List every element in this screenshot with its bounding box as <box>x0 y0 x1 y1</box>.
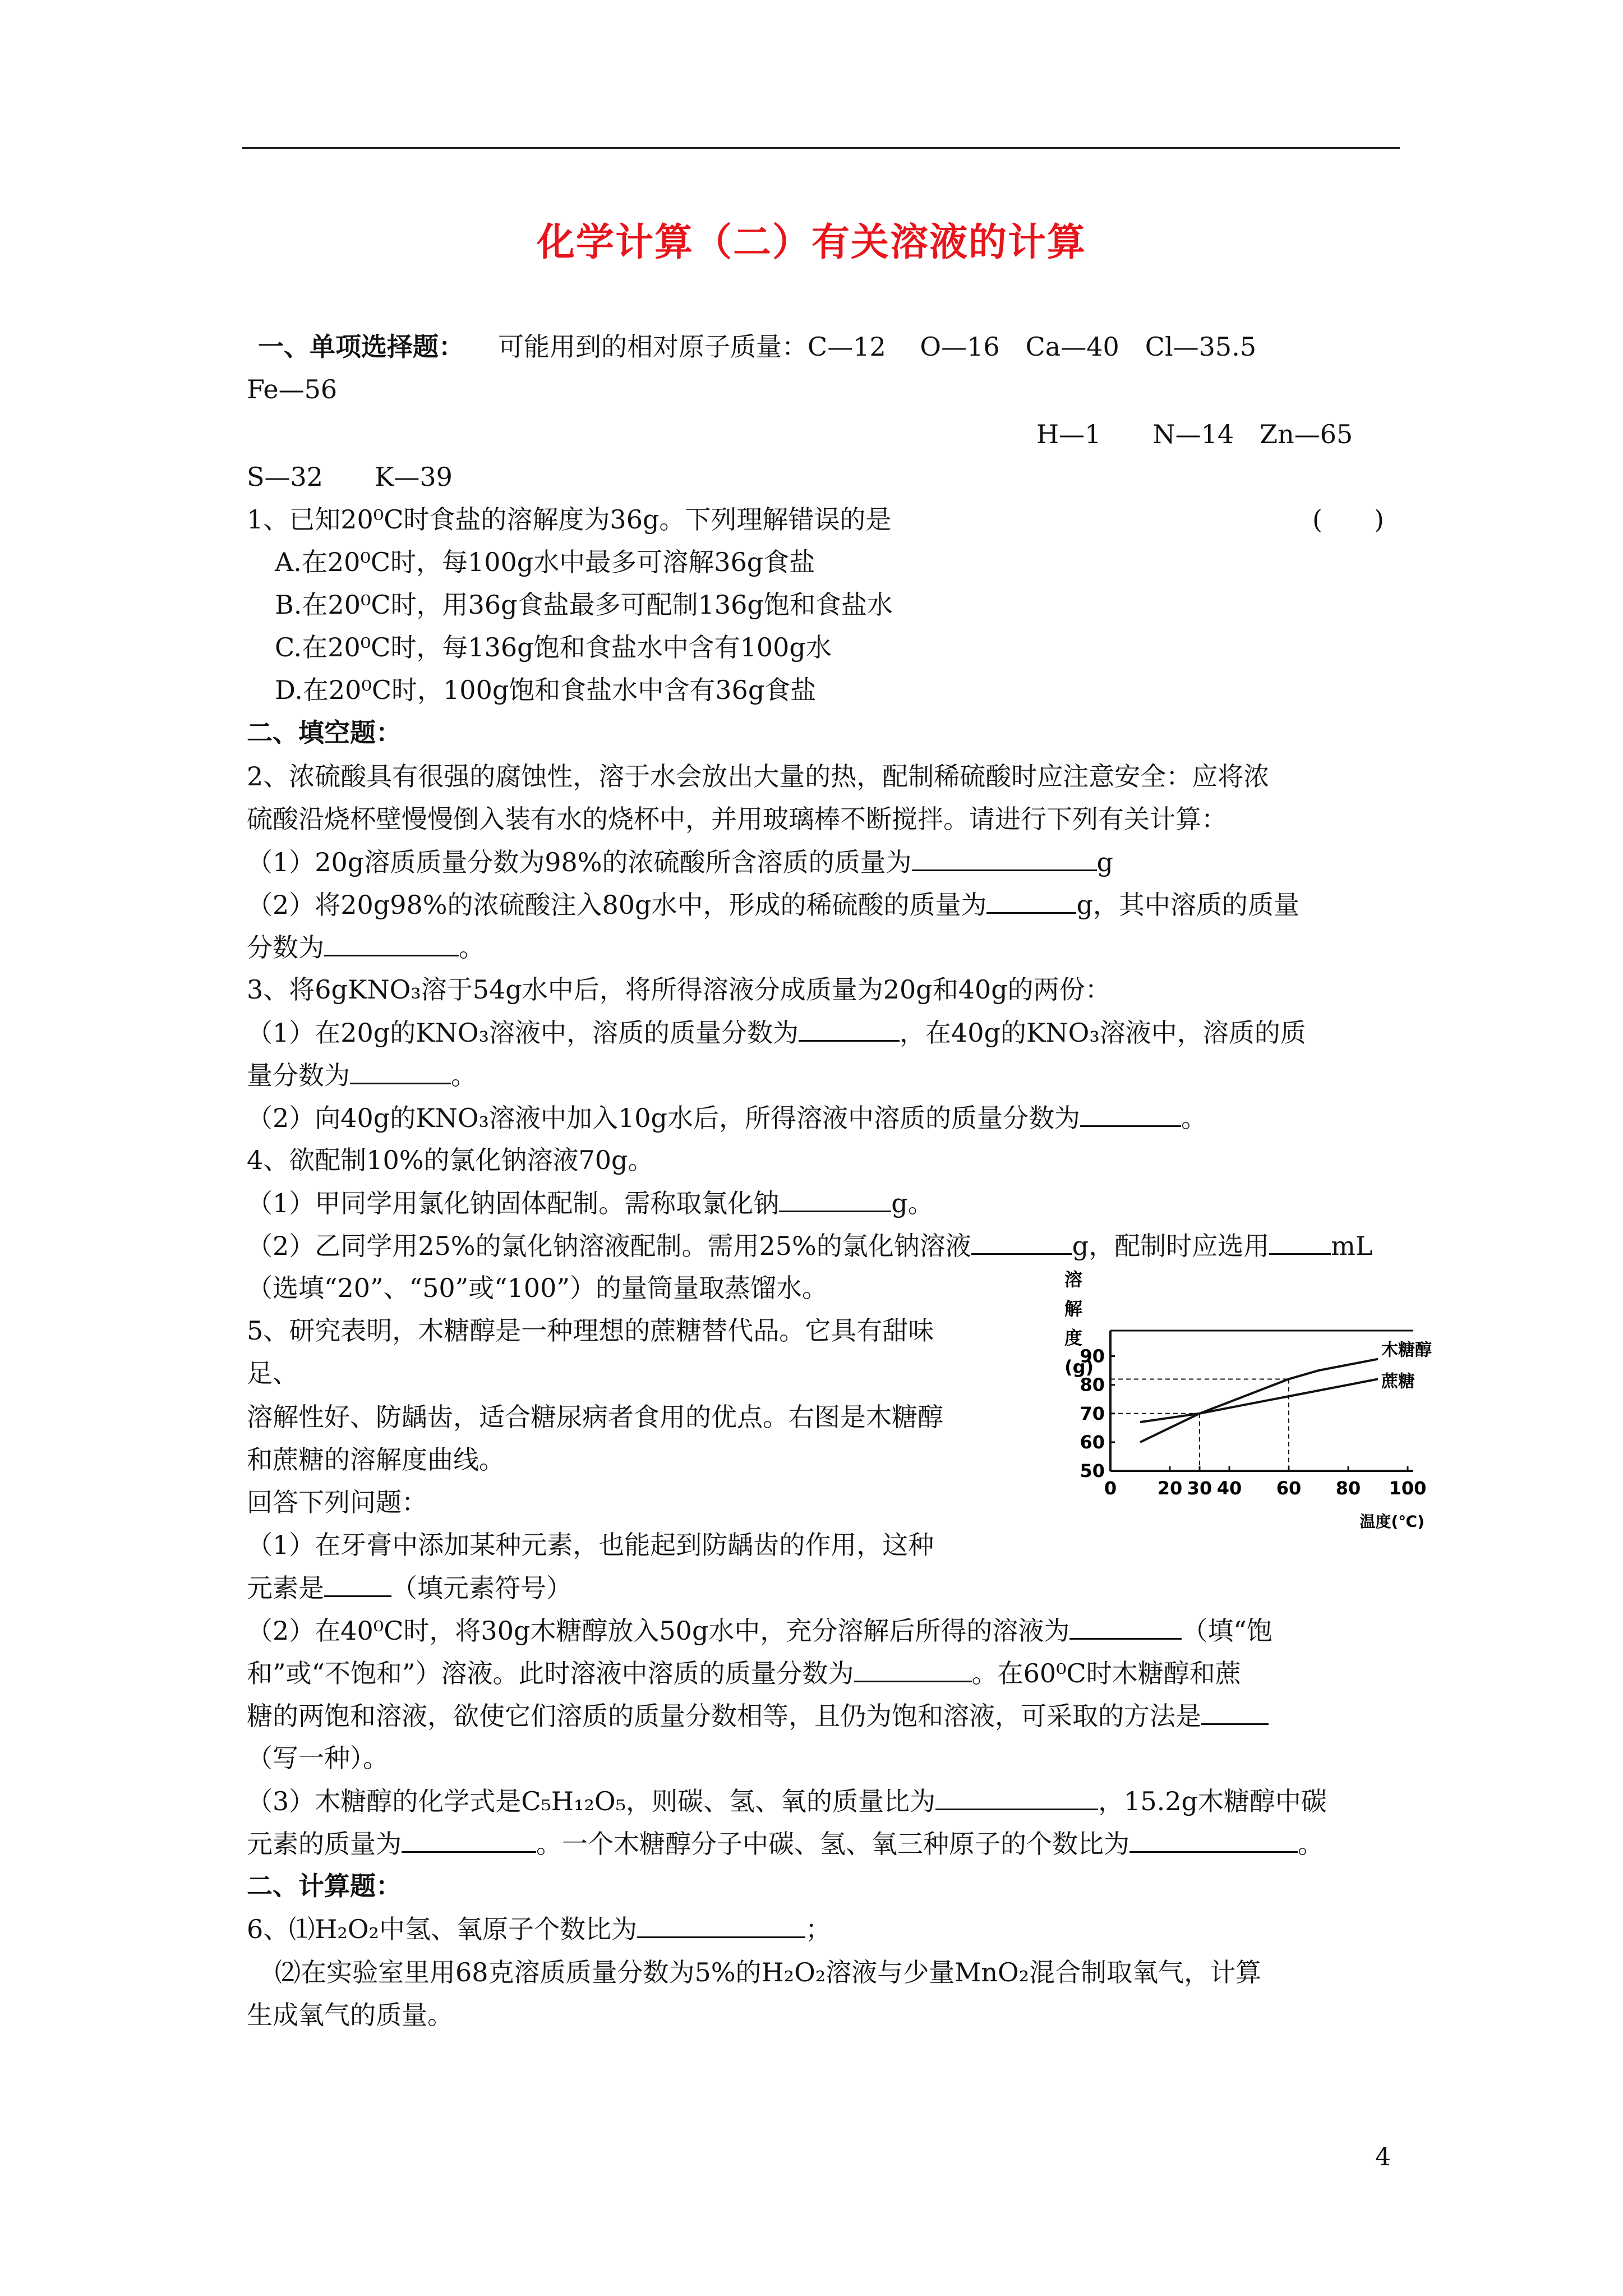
q5-part3-text3: 元素的质量为 <box>247 1829 402 1859</box>
q5-part3-end: 。 <box>1298 1829 1324 1859</box>
q4-part2-unit: mL <box>1331 1231 1373 1261</box>
atomic-masses-3: H—1 N—14 Zn—65 <box>1036 419 1353 449</box>
q4-part2 <box>247 1224 1372 1267</box>
x-tick-label-6: 100 <box>1389 1478 1427 1499</box>
q3-part1-text3: 量分数为 <box>247 1060 350 1091</box>
q5-part3-blank1 <box>935 1779 1098 1810</box>
q2-part2-text: （2）将20g98%的浓硫酸注入80g水中，形成的稀硫酸的质量为 <box>247 890 987 920</box>
q3-part2 <box>247 1096 1207 1139</box>
y-axis-label-0: 溶 <box>1064 1269 1083 1290</box>
section3-heading: 二、计算题： <box>247 1871 402 1901</box>
x-tick-label-0: 0 <box>1104 1478 1117 1499</box>
q5-part2-cont2 <box>247 1694 1269 1737</box>
q1-answer-paren: ( ) <box>1312 504 1384 535</box>
q2-line2: 硫酸沿烧杯壁慢慢倒入装有水的烧杯中，并用玻璃棒不断搅拌。请进行下列有关计算： <box>247 804 1227 834</box>
q4-part2-text: （2）乙同学用25%的氯化钠溶液配制。需用25%的氯化钠溶液 <box>247 1231 971 1261</box>
q2-line1: 2、浓硫酸具有很强的腐蚀性，溶于水会放出大量的热，配制稀硫酸时应注意安全：应将浓 <box>247 761 1270 792</box>
x-tick-label-5: 80 <box>1335 1478 1361 1499</box>
q1-option-c: C.在20⁰C时，每136g饱和食盐水中含有100g水 <box>275 632 832 662</box>
y-axis-label-2: 度 <box>1064 1327 1083 1349</box>
q6-part2: ⑵在实验室里用68克溶质质量分数为5%的H₂O₂溶液与少量MnO₂混合制取氧气，计算 <box>275 1957 1262 1987</box>
q2-part1-unit: g <box>1096 847 1113 877</box>
atomic-masses-1: 可能用到的相对原子质量：C—12 O—16 Ca—40 Cl—35.5 <box>498 332 1257 362</box>
q5-part2-blank2 <box>854 1651 972 1682</box>
q2-part2-text3: 分数为 <box>247 932 324 963</box>
q1-option-d: D.在20⁰C时，100g饱和食盐水中含有36g食盐 <box>275 675 817 705</box>
q6-part1-end: ； <box>805 1914 831 1944</box>
q3-part1-cont <box>247 1053 477 1097</box>
q3-part2-blank <box>1080 1096 1181 1127</box>
q6-part2-cont: 生成氧气的质量。 <box>247 2000 453 2030</box>
q5-part2-text4: 。在60⁰C时木糖醇和蔗 <box>971 1658 1241 1688</box>
q5-part1: （1）在牙膏中添加某种元素，也能起到防龋齿的作用，这种 <box>247 1530 934 1560</box>
q5-part2-cont1 <box>247 1651 1241 1695</box>
q3-part1-end: 。 <box>451 1060 477 1091</box>
section2-heading: 二、填空题： <box>247 717 402 748</box>
q6-part1-text: 6、⑴H₂O₂中氢、氧原子个数比为 <box>247 1914 637 1944</box>
series-line-1 <box>1140 1379 1378 1422</box>
q5-part3-blank2 <box>402 1822 536 1853</box>
y-axis-label-3: (g) <box>1064 1356 1094 1378</box>
q6-part1-blank <box>637 1907 805 1938</box>
q2-part1-text: （1）20g溶质质量分数为98%的浓硫酸所含溶质的质量为 <box>247 847 912 877</box>
q3-part1-blank2 <box>350 1053 451 1084</box>
x-tick-label-4: 60 <box>1276 1478 1302 1499</box>
q5-part3-text2: ，15.2g木糖醇中碳 <box>1098 1786 1327 1816</box>
q5-part2-cont3: （写一种）。 <box>247 1743 389 1773</box>
q5-part1-blank <box>324 1566 391 1597</box>
q5-line2: 足、 <box>247 1358 298 1388</box>
page-title: 化学计算（二）有关溶液的计算 <box>536 220 1086 265</box>
atomic-masses-2: Fe—56 <box>247 374 338 404</box>
q1-option-b: B.在20⁰C时，用36g食盐最多可配制136g饱和食盐水 <box>275 590 893 620</box>
q2-part2-end: 。 <box>459 932 485 963</box>
y-tick-label-0: 50 <box>1080 1460 1105 1481</box>
q2-part1 <box>247 840 1113 884</box>
chart-lines <box>1140 1359 1378 1442</box>
q3-stem: 3、将6gKNO₃溶于54g水中后，将所得溶液分成质量为20g和40g的两份： <box>247 974 1111 1005</box>
q5-part1-cont <box>247 1566 572 1609</box>
x-tick-label-3: 40 <box>1216 1478 1242 1499</box>
header-rule <box>242 147 1400 149</box>
q5-part2 <box>247 1609 1272 1652</box>
q5-line4: 和蔗糖的溶解度曲线。 <box>247 1444 505 1475</box>
x-axis-label: 温度(℃) <box>1359 1512 1424 1531</box>
q5-line3: 溶解性好、防龋齿，适合糖尿病者食用的优点。右图是木糖醇 <box>247 1402 943 1432</box>
series-label-1: 蔗糖 <box>1381 1372 1415 1392</box>
q4-part1-blank <box>779 1181 891 1212</box>
solubility-chart <box>1060 1263 1453 1533</box>
q1-option-a: A.在20⁰C时，每100g水中最多可溶解36g食盐 <box>275 547 815 577</box>
q5-part2-text2: （填“饱 <box>1182 1616 1272 1646</box>
q2-part2-blank1 <box>986 883 1076 914</box>
page-number: 4 <box>1375 2143 1391 2171</box>
atomic-masses-4: S—32 K—39 <box>247 462 453 492</box>
q5-part1-note: （填元素符号） <box>391 1573 572 1603</box>
q2-part2-cont <box>247 926 485 969</box>
q3-part2-text: （2）向40g的KNO₃溶液中加入10g水后，所得溶液中溶质的质量分数为 <box>247 1103 1080 1133</box>
q2-part2 <box>247 883 1299 926</box>
q4-stem: 4、欲配制10%的氯化钠溶液70g。 <box>247 1145 654 1175</box>
y-tick-label-1: 60 <box>1080 1431 1105 1453</box>
series-label-0: 木糖醇 <box>1381 1340 1432 1360</box>
q5-part3-text: （3）木糖醇的化学式是C₅H₁₂O₅，则碳、氢、氧的质量比为 <box>247 1786 936 1816</box>
y-tick-label-2: 70 <box>1080 1402 1105 1424</box>
q3-part1-text2: ，在40g的KNO₃溶液中，溶质的质 <box>900 1018 1306 1048</box>
y-axis-label-1: 解 <box>1064 1298 1083 1319</box>
q4-part2-blank1 <box>971 1224 1072 1255</box>
q5-part2-text5: 糖的两饱和溶液，欲使它们溶质的质量分数相等，且仍为饱和溶液，可采取的方法是 <box>247 1701 1201 1731</box>
q2-part1-blank <box>912 840 1097 871</box>
q4-part2-text2: g，配制时应选用 <box>1072 1231 1270 1261</box>
q5-part3 <box>247 1779 1327 1823</box>
q5-part3-blank3 <box>1129 1822 1298 1853</box>
q5-part2-blank3 <box>1201 1694 1269 1725</box>
series-line-0 <box>1140 1359 1378 1442</box>
chart-ticks <box>1110 1356 1408 1471</box>
q3-part2-end: 。 <box>1181 1103 1207 1133</box>
q4-part2-cont: （选填“20”、“50”或“100”）的量筒量取蒸馏水。 <box>247 1273 828 1303</box>
x-tick-label-1: 20 <box>1157 1478 1183 1499</box>
y-tick-label-4: 90 <box>1080 1345 1105 1367</box>
x-tick-label-2: 30 <box>1187 1478 1212 1499</box>
chart-guides <box>1110 1379 1289 1471</box>
q4-part1-unit: g。 <box>891 1188 934 1218</box>
q3-part1-text: （1）在20g的KNO₃溶液中，溶质的质量分数为 <box>247 1018 799 1048</box>
q3-part1 <box>247 1011 1306 1054</box>
y-tick-label-3: 80 <box>1080 1374 1105 1396</box>
q5-part2-text3: 和”或“不饱和”）溶液。此时溶液中溶质的质量分数为 <box>247 1658 854 1688</box>
chart-labels <box>1064 1269 1432 1531</box>
q5-part3-text4: 。一个木糖醇分子中碳、氢、氧三种原子的个数比为 <box>536 1829 1129 1859</box>
q4-part1 <box>247 1181 934 1225</box>
q4-part2-blank2 <box>1269 1224 1331 1255</box>
q6-part1 <box>247 1907 831 1950</box>
section1-heading: 一、单项选择题： <box>258 332 464 362</box>
q2-part2-blank2 <box>324 926 459 956</box>
q1-stem: 1、已知20⁰C时食盐的溶解度为36g。下列理解错误的是 <box>247 504 892 535</box>
q4-part1-text: （1）甲同学用氯化钠固体配制。需称取氯化钠 <box>247 1188 780 1218</box>
q5-part3-cont <box>247 1822 1324 1865</box>
q3-part1-blank1 <box>799 1011 900 1042</box>
q5-line5: 回答下列问题： <box>247 1487 427 1517</box>
q2-part2-text2: g，其中溶质的质量 <box>1076 890 1299 920</box>
section1-line <box>258 325 1256 368</box>
q5-line1: 5、研究表明，木糖醇是一种理想的蔗糖替代品。它具有甜味 <box>247 1315 934 1346</box>
q5-part2-text: （2）在40⁰C时，将30g木糖醇放入50g水中，充分溶解后所得的溶液为 <box>247 1616 1070 1646</box>
q5-part1-text: 元素是 <box>247 1573 324 1603</box>
q5-part2-blank1 <box>1069 1609 1182 1640</box>
